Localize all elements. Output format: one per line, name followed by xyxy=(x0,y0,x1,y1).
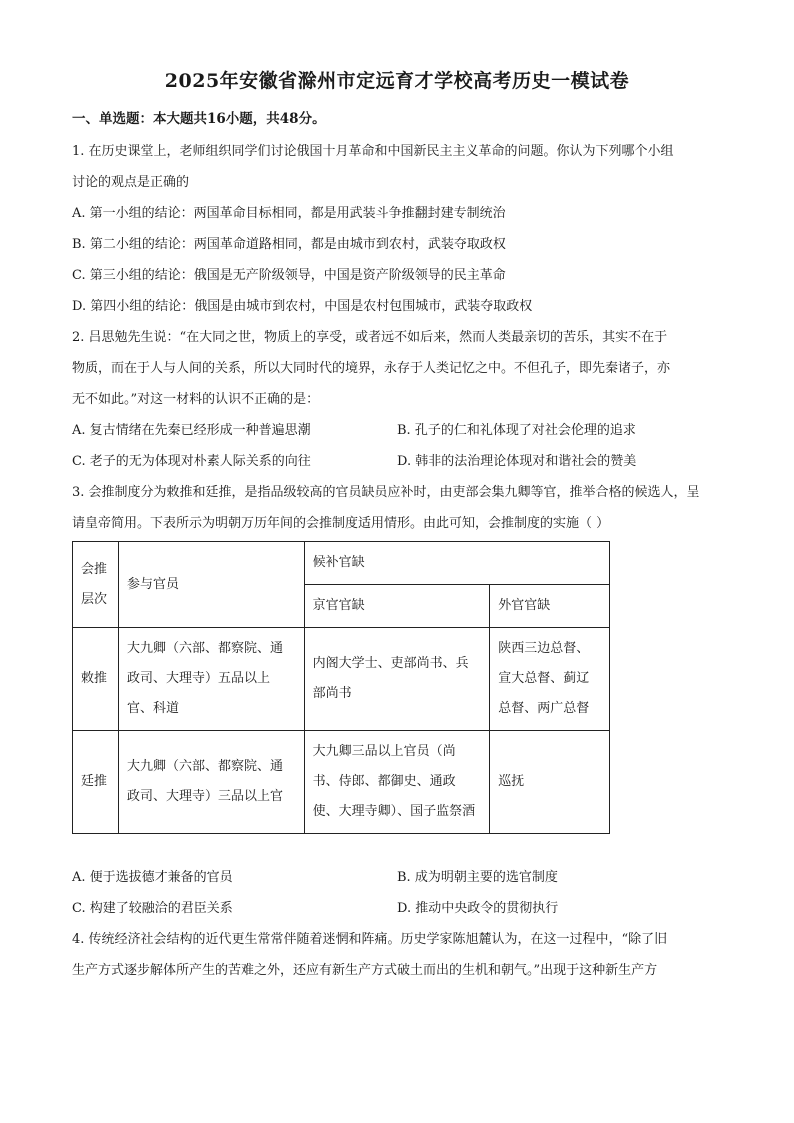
question-4 xyxy=(72,924,722,986)
table-row-1-outer: 陕西三边总督、宣大总督、蓟辽总督、两广总督 xyxy=(490,628,610,731)
section-heading: 一、单选题：本大题共16小题，共48分。 xyxy=(72,111,326,127)
table-row-2-capital: 大九卿三品以上官员（尚书、侍郎、都御史、通政使、大理寺卿）、国子监祭酒 xyxy=(304,731,490,834)
table-header-level: 会推层次 xyxy=(73,542,119,628)
question-1 xyxy=(72,136,722,322)
question-2 xyxy=(72,322,722,477)
question-3-options-row-1 xyxy=(72,862,722,893)
question-1-stem-line-1: 1. 在历史课堂上，老师组织同学们讨论俄国十月革命和中国新民主主义革命的问题。你认为下列哪个小组 xyxy=(72,144,674,159)
question-2-option-c: C. 老子的无为体现对朴素人际关系的向往 xyxy=(72,454,311,469)
question-1-stem-line-2: 讨论的观点是正确的 xyxy=(72,175,190,190)
question-3-option-c: C. 构建了较融洽的君臣关系 xyxy=(72,901,233,916)
table-header-outer: 外官官缺 xyxy=(490,585,610,628)
table-header-capital: 京官官缺 xyxy=(304,585,490,628)
question-3 xyxy=(72,477,722,924)
table-header-officials: 参与官员 xyxy=(118,542,304,628)
table-row-2-level: 廷推 xyxy=(73,731,119,834)
question-1-option-d: D. 第四小组的结论：俄国是由城市到农村，中国是农村包围城市，武装夺取政权 xyxy=(72,299,533,314)
question-2-stem-line-3: 无不如此。”对这一材料的认识不正确的是： xyxy=(72,392,320,407)
table-row-2-outer: 巡抚 xyxy=(490,731,610,834)
question-2-stem-line-1: 2. 吕思勉先生说：“在大同之世，物质上的享受，或者远不如后来，然而人类最亲切的苦乐，其实不在于 xyxy=(72,330,668,345)
table-row-1-level: 敕推 xyxy=(73,628,119,731)
table-row-1-officials: 大九卿（六部、都察院、通政司、大理寺）五品以上官、科道 xyxy=(118,628,304,731)
table-row-2-officials: 大九卿（六部、都察院、通政司、大理寺）三品以上官 xyxy=(118,731,304,834)
question-3-stem-line-1: 3. 会推制度分为敕推和廷推，是指品级较高的官员缺员应补时，由吏部会集九卿等官，推举合格的候选人，呈 xyxy=(72,485,700,500)
table-row-1-capital: 内阁大学士、吏部尚书、兵部尚书 xyxy=(304,628,490,731)
question-2-option-d: D. 韩非的法治理论体现对和谐社会的赞美 xyxy=(397,454,637,469)
question-1-option-a: A. 第一小组的结论：两国革命目标相同，都是用武装斗争推翻封建专制统治 xyxy=(72,206,506,221)
table-header-vacancy: 候补官缺 xyxy=(304,542,609,585)
recommendation-table xyxy=(72,541,610,834)
question-2-option-a: A. 复古情绪在先秦已经形成一种普遍思潮 xyxy=(72,423,311,438)
question-4-stem-line-2: 生产方式逐步解体所产生的苦难之外，还应有新生产方式破土而出的生机和朝气。”出现于这种新生产方 xyxy=(72,963,658,978)
question-3-option-a: A. 便于选拔德才兼备的官员 xyxy=(72,870,233,885)
question-2-option-b: B. 孔子的仁和礼体现了对社会伦理的追求 xyxy=(397,423,636,438)
question-2-stem-line-2: 物质，而在于人与人间的关系，所以大同时代的境界，永存于人类记忆之中。不但孔子，即先秦诸子，亦 xyxy=(72,361,671,376)
exam-page xyxy=(72,64,722,986)
question-2-options-row-1 xyxy=(72,415,722,446)
page-title: 2025年安徽省滁州市定远育才学校高考历史一模试卷 xyxy=(164,70,630,92)
question-4-stem-line-1: 4. 传统经济社会结构的近代更生常常伴随着迷惘和阵痛。历史学家陈旭麓认为，在这一过程中，“除了旧 xyxy=(72,932,668,947)
question-1-option-c: C. 第三小组的结论：俄国是无产阶级领导，中国是资产阶级领导的民主革命 xyxy=(72,268,506,283)
question-3-options-row-2 xyxy=(72,893,722,924)
question-1-option-b: B. 第二小组的结论：两国革命道路相同，都是由城市到农村，武装夺取政权 xyxy=(72,237,506,252)
question-3-option-d: D. 推动中央政令的贯彻执行 xyxy=(397,901,559,916)
question-3-option-b: B. 成为明朝主要的选官制度 xyxy=(397,870,558,885)
question-2-options-row-2 xyxy=(72,446,722,477)
question-3-stem-line-2: 请皇帝简用。下表所示为明朝万历年间的会推制度适用情形。由此可知，会推制度的实施（ ） xyxy=(72,516,610,531)
